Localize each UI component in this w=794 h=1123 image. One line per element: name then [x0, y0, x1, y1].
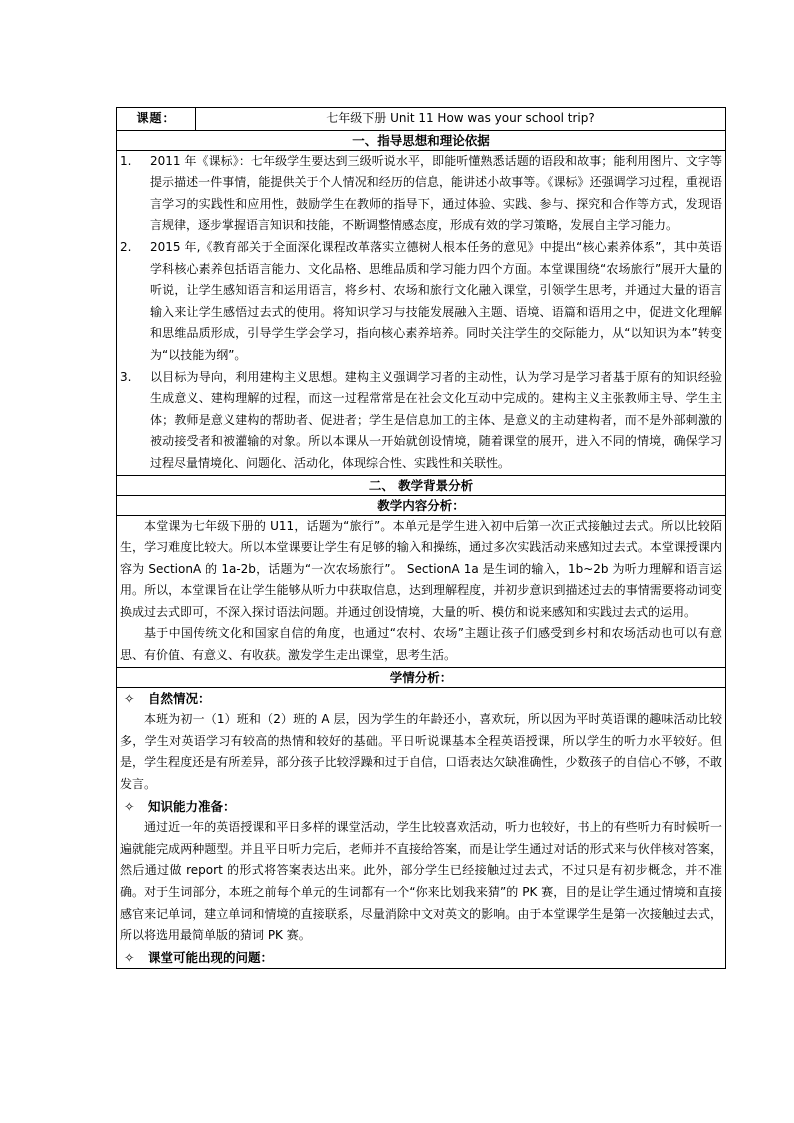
content-analysis-heading: 教学内容分析：	[117, 495, 726, 515]
paragraph: 基于中国传统文化和国家自信的角度，也通过“农村、农场”主题让孩子们感受到乡村和农场活动也可以有意思、有价值、有意义、有收获。激发学生走出课堂，思考生活。	[120, 626, 722, 663]
subheading-text: 自然情况：	[148, 690, 211, 706]
paragraph: 本堂课为七年级下册的 U11，话题为“旅行”。本单元是学生进入初中后第一次正式接触过去式。所以比较陌生，学习难度比较大。所以本堂课要让学生有足够的输入和操练，通过多次实践活动来感知过去式。本堂课授课内容为 SectionA 的 1a-2b，话题为“一次农场旅行”。 SectionA 1a 是生词的输入，1b~2b 为听力理解和语言运用。所以，本堂课旨在让学生能够从听力中获取信息，达到理解程度，并初步意识到描述过去的事情需要将动词变换成过去式即可，不深入探讨语法问题。并通过创设情境，大量的听、模仿和说来感知和实践过去式的运用。	[120, 518, 722, 619]
section2-heading: 二、 教学背景分析	[117, 475, 726, 495]
item-number: 3.	[120, 369, 132, 384]
learner-analysis-heading-row	[117, 667, 726, 687]
lesson-plan-table	[116, 107, 726, 969]
learner-analysis-body	[117, 687, 726, 969]
item-number: 1.	[120, 153, 132, 168]
topic-label: 课题：	[117, 108, 196, 131]
list-item	[120, 237, 722, 367]
item-text: 2015 年,《教育部关于全面深化课程改革落实立德树人根本任务的意见》中提出“核心素养体系”，其中英语学科核心素养包括语言能力、文化品格、思维品质和学习能力四个方面。本堂课围绕“农场旅行”展开大量的听说，让学生感知语言和运用语言，将乡村、农场和旅行文化融入课堂，引领学生思考，并通过大量的语言输入来让学生感悟过去式的使用。将知识学习与技能发展融入主题、语境、语篇和语用之中，促进文化理解和思维品质形成，引导学生学会学习，指向核心素养培养。同时关注学生的交际能力，从“以知识为本”转变为“以技能为纲”。	[150, 239, 722, 362]
content-analysis-body	[117, 515, 726, 667]
subheading	[120, 796, 722, 818]
section2-heading-row	[117, 475, 726, 495]
section1-body	[117, 150, 726, 475]
section1-heading: 一、指导思想和理论依据	[117, 130, 726, 150]
subheading	[120, 688, 722, 710]
topic-value: 七年级下册 Unit 11 How was your school trip?	[196, 108, 726, 131]
list-item	[120, 367, 722, 475]
item-text: 2011 年《课标》：七年级学生要达到三级听说水平，即能听懂熟悉话题的语段和故事；能利用图片、文字等提示描述一件事情，能提供关于个人情况和经历的信息，能讲述小故事等。《课标》还强调学习过程，重视语言学习的实践性和应用性，鼓励学生在教师的指导下，通过体验、实践、参与、探究和合作等方式，发现语言规律，逐步掌握语言知识和技能，不断调整情感态度，形成有效的学习策略，发展自主学习能力。	[150, 153, 722, 233]
lesson-plan-sheet	[116, 107, 725, 969]
section1-heading-row	[117, 130, 726, 150]
diamond-bullet-icon: ✧	[124, 798, 135, 814]
paragraph: 本班为初一（1）班和（2）班的 A 层，因为学生的年龄还小，喜欢玩，所以因为平时英语课的趣味活动比较多，学生对英语学习有较高的热情和较好的基础。平日听说课基本全程英语授课，所以学生的听力水平较好。但是，学生程度还是有所差异，部分孩子比较浮躁和过于自信，口语表达欠缺准确性，少数孩子的自信心不够，不敢发言。	[120, 712, 722, 792]
subheading-text: 知识能力准备：	[148, 798, 236, 814]
learner-analysis-heading: 学情分析：	[117, 667, 726, 687]
content-analysis-body-row	[117, 515, 726, 667]
subheading-text: 课堂可能出现的问题：	[148, 949, 274, 965]
content-analysis-heading-row	[117, 495, 726, 515]
paragraph: 通过近一年的英语授课和平日多样的课堂活动，学生比较喜欢活动，听力也较好，书上的有些听力有时候听一遍就能完成两种题型。并且平日听力完后，老师并不直接给答案，而是让学生通过对话的形式来与伙伴核对答案，然后通过做 report 的形式将答案表达出来。此外，部分学生已经接触过过去式，不过只是有初步概念，并不准确。对于生词部分，本班之前每个单元的生词都有一个“你来比划我来猜”的 PK 赛，目的是让学生通过情境和直接感官来记单词，建立单词和情境的直接联系，尽量消除中文对英文的影响。由于本堂课学生是第一次接触过去式，所以将选用最简单版的猜词 PK 赛。	[120, 820, 722, 943]
learner-analysis-body-row	[117, 687, 726, 969]
list-item	[120, 151, 722, 237]
topic-row	[117, 108, 726, 131]
item-number: 2.	[120, 239, 132, 254]
diamond-bullet-icon: ✧	[124, 949, 135, 965]
subheading	[120, 947, 722, 969]
diamond-bullet-icon: ✧	[124, 690, 135, 706]
item-text: 以目标为导向，利用建构主义思想。建构主义强调学习者的主动性，认为学习是学习者基于原有的知识经验生成意义、建构理解的过程，而这一过程常常是在社会文化互动中完成的。建构主义主张教师主导、学生主体；教师是意义建构的帮助者、促进者；学生是信息加工的主体、是意义的主动建构者，而不是外部刺激的被动接受者和被灌输的对象。所以本课从一开始就创设情境，随着课堂的展开，进入不同的情境，确保学习过程尽量情境化、问题化、活动化，体现综合性、实践性和关联性。	[150, 369, 722, 470]
section1-body-row	[117, 150, 726, 475]
